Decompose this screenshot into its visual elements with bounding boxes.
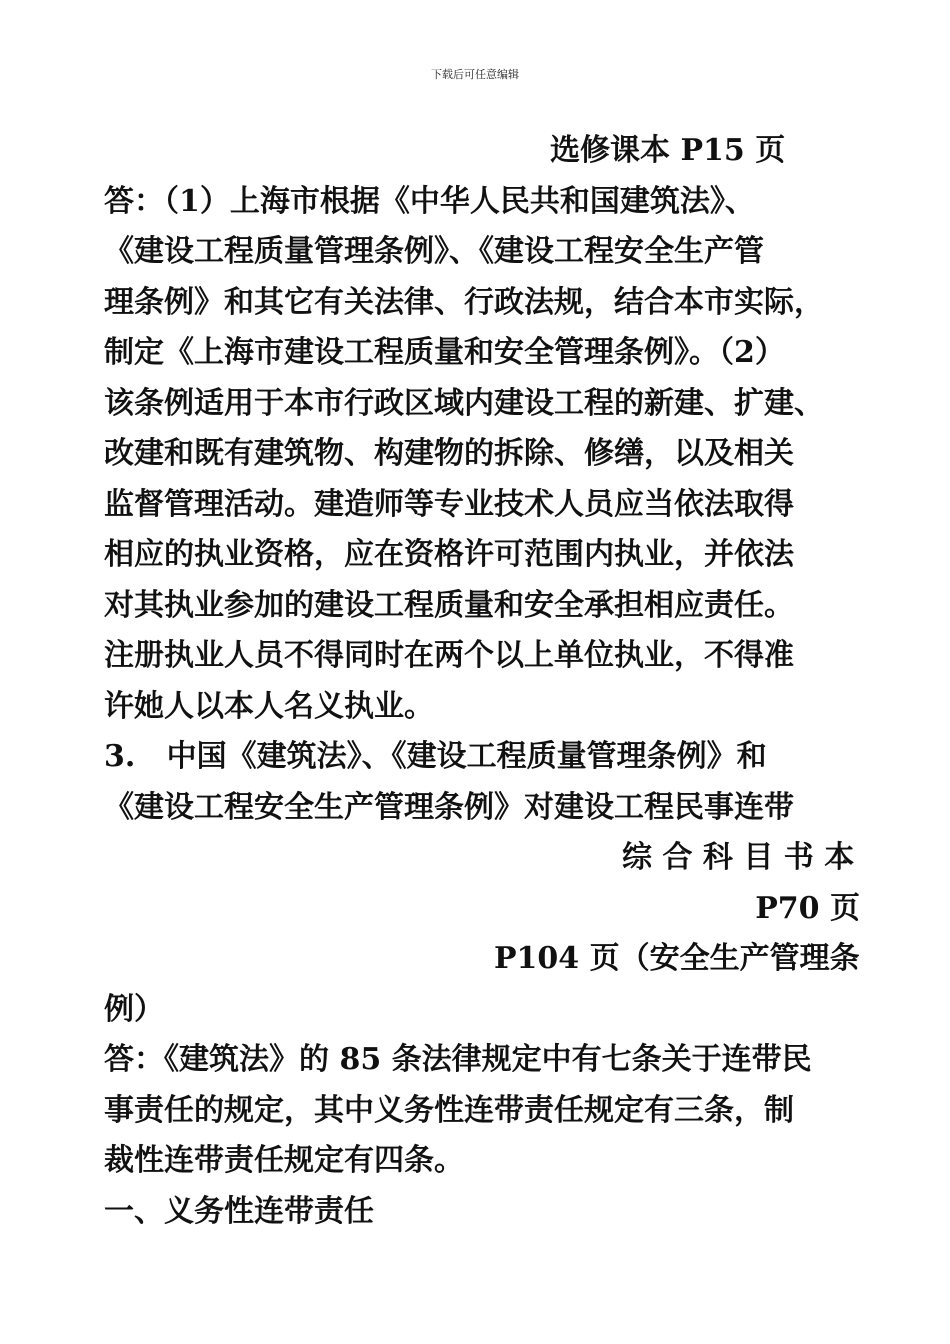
text-line-22: 一、义务性连带责任 <box>104 1193 374 1229</box>
text-line-4: 理条例》和其它有关法律、行政法规，结合本市实际， <box>104 284 824 320</box>
text-line-11: 注册执业人员不得同时在两个以上单位执业，不得准 <box>104 638 794 673</box>
text-line-17 <box>104 934 864 985</box>
text-line-21: 裁性连带责任规定有四条。 <box>104 1143 464 1178</box>
text-line-14: 《建设工程安全生产管理条例》对建设工程民事连带 <box>104 789 794 825</box>
text-line-13: 3. 中国《建筑法》、《建设工程质量管理条例》和 <box>104 739 767 774</box>
line-16-right: P70 页 <box>755 890 860 926</box>
page-header: 下载后可任意编辑 <box>431 68 519 81</box>
text-line-1 <box>104 126 864 177</box>
text-line-18: 例） <box>104 991 164 1027</box>
text-line-6: 该条例适用于本市行政区域内建设工程的新建、扩建、 <box>104 385 824 421</box>
text-line-12: 许她人以本人名义执业。 <box>104 688 434 724</box>
text-line-16 <box>104 884 864 935</box>
line-17-right: P104 页（安全生产管理条 <box>494 941 860 976</box>
text-line-10: 对其执业参加的建设工程质量和安全承担相应责任。 <box>104 587 794 623</box>
document-body <box>104 126 864 1237</box>
text-line-20: 事责任的规定，其中义务性连带责任规定有三条，制 <box>104 1092 794 1128</box>
line-1-right: 选修课本 P15 页 <box>550 133 786 168</box>
text-line-5: 制定《上海市建设工程质量和安全管理条例》。（2） <box>104 335 785 370</box>
text-line-2: 答：（1）上海市根据《中华人民共和国建筑法》、 <box>104 183 755 219</box>
text-line-9: 相应的执业资格，应在资格许可范围内执业，并依法 <box>104 537 794 572</box>
text-line-8: 监督管理活动。建造师等专业技术人员应当依法取得 <box>104 486 794 522</box>
text-line-19: 答：《建筑法》的 85 条法律规定中有七条关于连带民 <box>104 1042 812 1077</box>
line-15-right: 综 合 科 目 书 本 <box>622 840 855 875</box>
text-line-7: 改建和既有建筑物、构建物的拆除、修缮，以及相关 <box>104 436 794 471</box>
text-line-15 <box>104 833 864 884</box>
text-line-3: 《建设工程质量管理条例》、《建设工程安全生产管 <box>104 234 764 269</box>
